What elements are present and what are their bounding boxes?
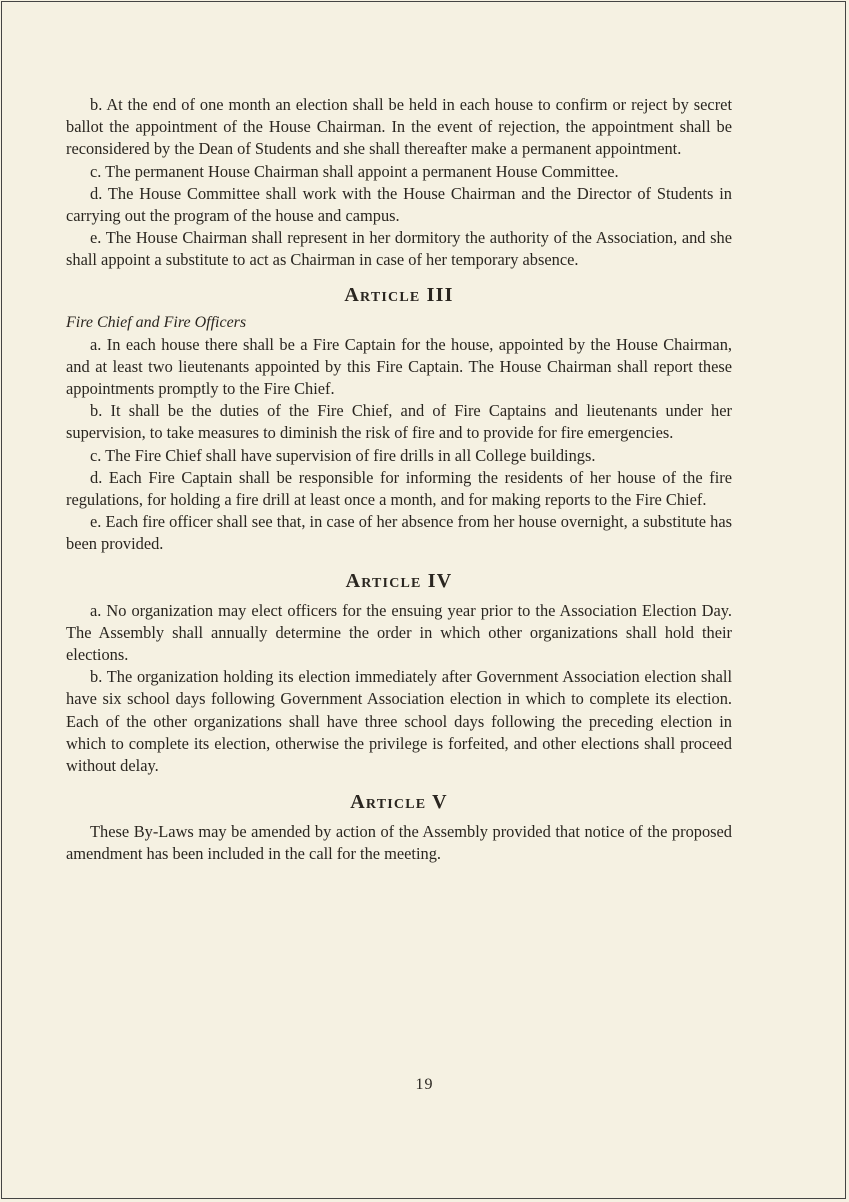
article2-paragraph-b: b. At the end of one month an election shall be held in each house to confirm or reject by secret ballot the appointment of the House Chairman. In the event of rejection, the appointment shall be reconsidered by the Dean of Students and she shall thereafter make a permanent appointment.	[66, 95, 732, 159]
article4-heading	[66, 566, 732, 596]
page-body	[66, 94, 732, 866]
article2-paragraph-c: c. The permanent House Chairman shall appoint a permanent House Committee.	[90, 161, 619, 181]
article5-heading-text: Article V	[350, 791, 448, 814]
article2-paragraph-e: e. The House Chairman shall represent in her dormitory the authority of the Association, and she shall appoint a substitute to act as Chairman in case of her temporary absence.	[66, 228, 732, 270]
article3-subheading: Fire Chief and Fire Officers	[66, 313, 247, 331]
article3-paragraph-b: b. It shall be the duties of the Fire Chief, and of Fire Captains and lieutenants under her supervision, to take measures to diminish the risk of fire and to provide for fire emergencies.	[66, 401, 732, 443]
article3-heading-text: Article III	[344, 283, 454, 306]
article3-heading	[66, 280, 732, 310]
article3-paragraph-c: c. The Fire Chief shall have supervision of fire drills in all College buildings.	[90, 445, 596, 465]
page-number: 19	[415, 1076, 434, 1093]
article3-paragraph-e: e. Each fire officer shall see that, in case of her absence from her house overnight, a substitute has been provided.	[66, 512, 732, 554]
article5-paragraph: These By-Laws may be amended by action of the Assembly provided that notice of the proposed amendment has been included in the call for the meeting.	[66, 822, 732, 864]
article5-heading	[66, 787, 732, 817]
article4-heading-text: Article IV	[345, 569, 453, 592]
article4-paragraph-a: a. No organization may elect officers for the ensuing year prior to the Association Election Day. The Assembly shall annually determine the order in which other organizations shall hold their elections.	[66, 600, 732, 665]
article4-paragraph-b: b. The organization holding its election immediately after Government Association election shall have six school days following Government Association election in which to complete its election. Each of the other organizations shall have three school days following the preceding election in which to complete its election, otherwise the privilege is forfeited, and other elections shall proceed without delay.	[66, 667, 732, 776]
article2-paragraph-d: d. The House Committee shall work with the House Chairman and the Director of Students in carrying out the program of the house and campus.	[66, 183, 732, 226]
article3-paragraph-d: d. Each Fire Captain shall be responsible for informing the residents of her house of the fire regulations, for holding a fire drill at least once a month, and for making reports to the Fire Chief.	[66, 467, 732, 510]
article3-paragraph-a: a. In each house there shall be a Fire Captain for the house, appointed by the House Chairman, and at least two lieutenants appointed by this Fire Captain. The House Chairman shall report these appointments promptly to the Fire Chief.	[66, 334, 732, 399]
